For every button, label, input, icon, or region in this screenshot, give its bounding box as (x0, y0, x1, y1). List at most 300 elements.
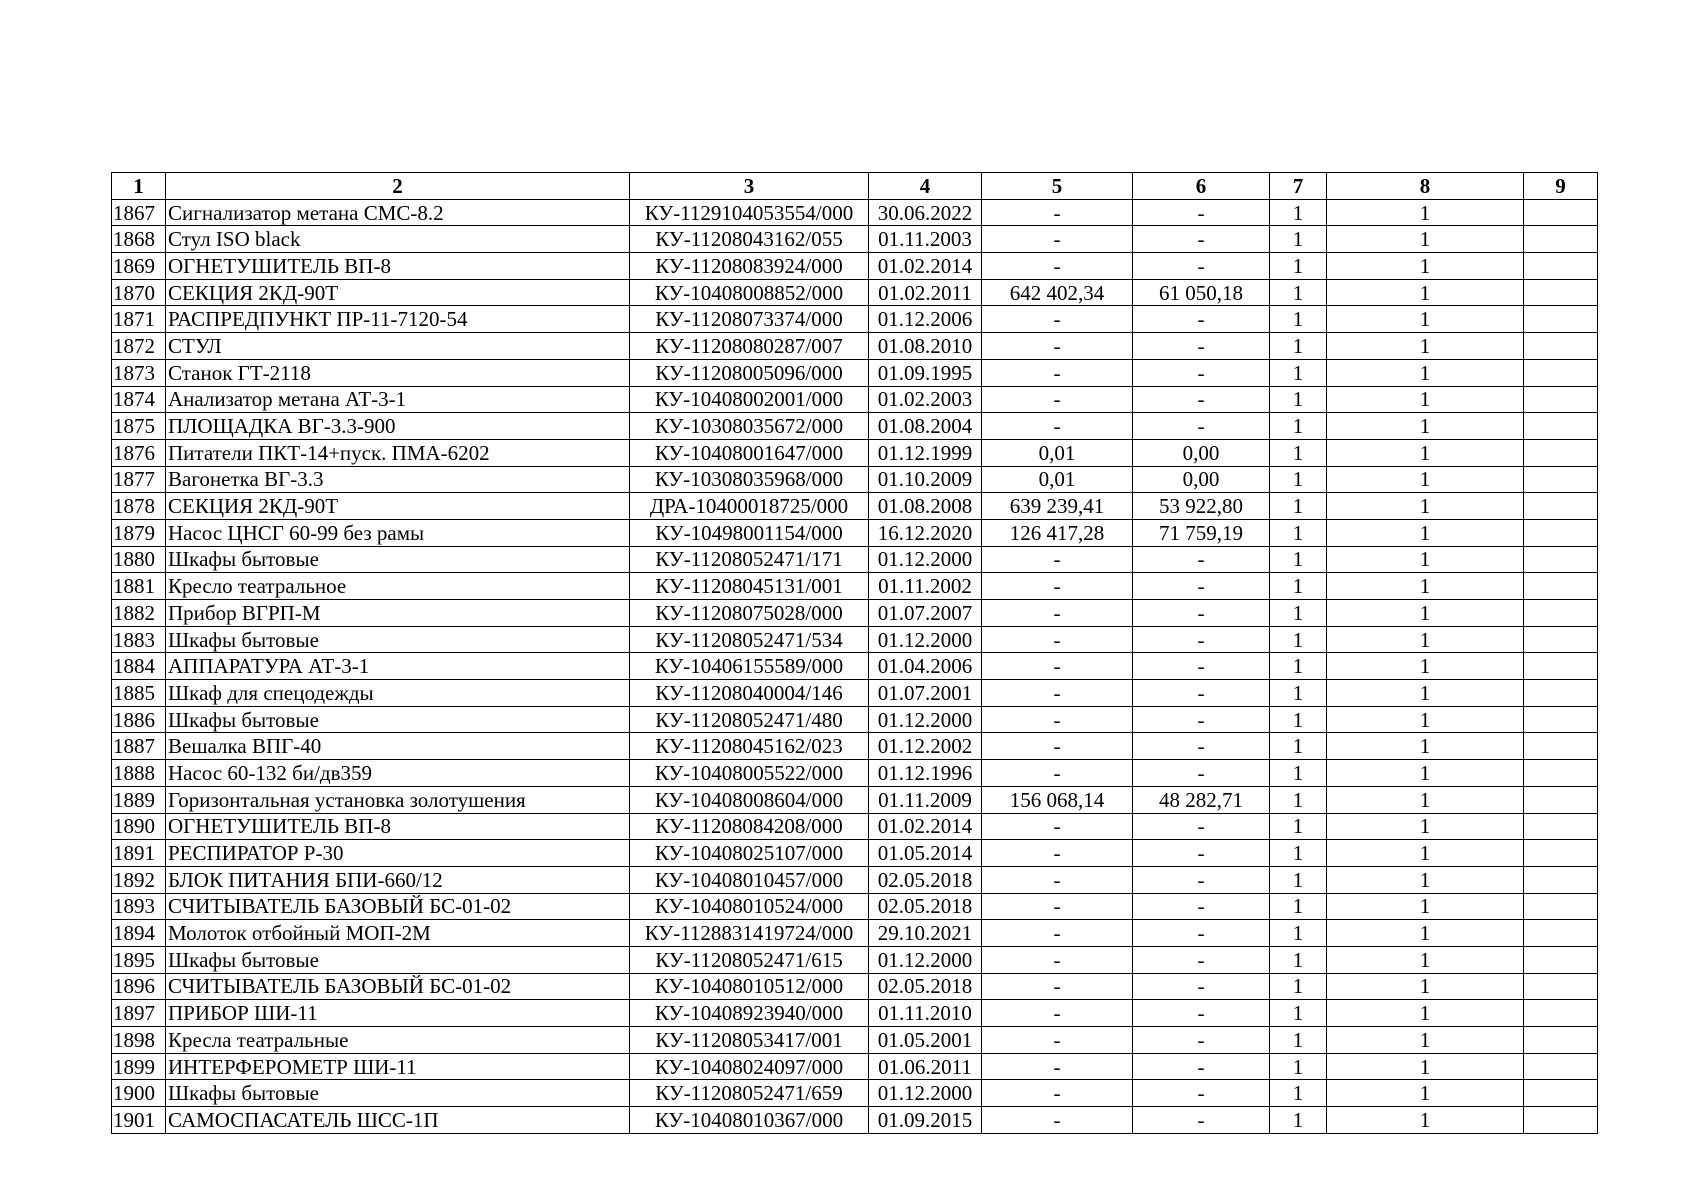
cell-row-number: 1878 (112, 493, 166, 520)
cell-value-7: 1 (1270, 1027, 1327, 1054)
cell-date: 01.10.2009 (869, 466, 982, 493)
cell-inventory-code: КУ-10408010524/000 (630, 893, 869, 920)
cell-value-8: 1 (1327, 893, 1524, 920)
cell-value-5: - (982, 306, 1133, 333)
table-body (112, 199, 1598, 1133)
cell-value-6: 61 050,18 (1133, 279, 1270, 306)
cell-row-number: 1895 (112, 946, 166, 973)
cell-date: 01.11.2002 (869, 573, 982, 600)
cell-value-5: - (982, 866, 1133, 893)
cell-date: 01.12.2000 (869, 946, 982, 973)
table-row (112, 466, 1598, 493)
cell-value-5: - (982, 893, 1133, 920)
cell-row-number: 1871 (112, 306, 166, 333)
cell-inventory-code: КУ-10408002001/000 (630, 386, 869, 413)
cell-value-9 (1524, 199, 1598, 226)
cell-item-name: Молоток отбойный МОП-2М (166, 920, 630, 947)
cell-item-name: Насос 60-132 би/дв359 (166, 760, 630, 787)
cell-value-6: - (1133, 359, 1270, 386)
cell-inventory-code: КУ-10408024097/000 (630, 1053, 869, 1080)
cell-value-9 (1524, 706, 1598, 733)
cell-value-9 (1524, 493, 1598, 520)
cell-value-9 (1524, 973, 1598, 1000)
cell-item-name: Вешалка ВПГ-40 (166, 733, 630, 760)
cell-value-9 (1524, 306, 1598, 333)
cell-value-8: 1 (1327, 333, 1524, 360)
cell-inventory-code: ДРА-10400018725/000 (630, 493, 869, 520)
cell-date: 01.09.2015 (869, 1107, 982, 1134)
cell-value-9 (1524, 1000, 1598, 1027)
cell-value-8: 1 (1327, 439, 1524, 466)
cell-value-9 (1524, 866, 1598, 893)
cell-inventory-code: КУ-10408008852/000 (630, 279, 869, 306)
table-row (112, 760, 1598, 787)
cell-value-8: 1 (1327, 946, 1524, 973)
cell-value-7: 1 (1270, 546, 1327, 573)
cell-item-name: Шкаф для спецодежды (166, 680, 630, 707)
cell-value-7: 1 (1270, 973, 1327, 1000)
cell-item-name: ОГНЕТУШИТЕЛЬ ВП-8 (166, 253, 630, 280)
table-row (112, 946, 1598, 973)
cell-date: 01.08.2008 (869, 493, 982, 520)
cell-row-number: 1888 (112, 760, 166, 787)
cell-row-number: 1897 (112, 1000, 166, 1027)
cell-value-6: - (1133, 413, 1270, 440)
cell-row-number: 1870 (112, 279, 166, 306)
cell-value-7: 1 (1270, 413, 1327, 440)
column-header-3: 3 (630, 173, 869, 200)
cell-row-number: 1894 (112, 920, 166, 947)
cell-value-9 (1524, 573, 1598, 600)
cell-date: 02.05.2018 (869, 866, 982, 893)
cell-inventory-code: КУ-10408008604/000 (630, 786, 869, 813)
cell-date: 01.12.2000 (869, 546, 982, 573)
cell-value-5: - (982, 626, 1133, 653)
cell-date: 02.05.2018 (869, 893, 982, 920)
header-row (112, 173, 1598, 200)
table-row (112, 653, 1598, 680)
cell-date: 01.12.2000 (869, 626, 982, 653)
cell-value-7: 1 (1270, 359, 1327, 386)
cell-value-5: - (982, 413, 1133, 440)
cell-value-6: - (1133, 226, 1270, 253)
cell-value-9 (1524, 413, 1598, 440)
cell-item-name: АППАРАТУРА АТ-3-1 (166, 653, 630, 680)
cell-item-name: САМОСПАСАТЕЛЬ ШСС-1П (166, 1107, 630, 1134)
cell-value-7: 1 (1270, 253, 1327, 280)
cell-date: 01.04.2006 (869, 653, 982, 680)
column-header-1: 1 (112, 173, 166, 200)
cell-value-9 (1524, 946, 1598, 973)
cell-value-7: 1 (1270, 920, 1327, 947)
cell-value-7: 1 (1270, 680, 1327, 707)
cell-inventory-code: КУ-11208075028/000 (630, 600, 869, 627)
cell-value-5: 0,01 (982, 439, 1133, 466)
cell-inventory-code: КУ-11208073374/000 (630, 306, 869, 333)
cell-value-9 (1524, 680, 1598, 707)
cell-inventory-code: КУ-10408005522/000 (630, 760, 869, 787)
cell-date: 01.12.1996 (869, 760, 982, 787)
cell-value-5: - (982, 973, 1133, 1000)
cell-value-8: 1 (1327, 573, 1524, 600)
cell-date: 01.12.2000 (869, 706, 982, 733)
cell-value-9 (1524, 786, 1598, 813)
cell-value-6: - (1133, 1000, 1270, 1027)
cell-value-5: - (982, 1053, 1133, 1080)
cell-inventory-code: КУ-10408923940/000 (630, 1000, 869, 1027)
cell-value-7: 1 (1270, 893, 1327, 920)
cell-value-5: - (982, 359, 1133, 386)
cell-item-name: ОГНЕТУШИТЕЛЬ ВП-8 (166, 813, 630, 840)
cell-value-9 (1524, 1080, 1598, 1107)
cell-row-number: 1874 (112, 386, 166, 413)
cell-value-7: 1 (1270, 573, 1327, 600)
cell-inventory-code: КУ-11208005096/000 (630, 359, 869, 386)
table-row (112, 920, 1598, 947)
cell-inventory-code: КУ-11208052471/659 (630, 1080, 869, 1107)
table-row (112, 1053, 1598, 1080)
cell-item-name: Шкафы бытовые (166, 546, 630, 573)
cell-value-8: 1 (1327, 1080, 1524, 1107)
cell-value-7: 1 (1270, 279, 1327, 306)
cell-value-6: - (1133, 386, 1270, 413)
cell-date: 16.12.2020 (869, 519, 982, 546)
cell-value-5: 642 402,34 (982, 279, 1133, 306)
cell-value-6: 48 282,71 (1133, 786, 1270, 813)
cell-value-7: 1 (1270, 600, 1327, 627)
cell-value-8: 1 (1327, 840, 1524, 867)
cell-item-name: ИНТЕРФЕРОМЕТР ШИ-11 (166, 1053, 630, 1080)
cell-value-6: - (1133, 199, 1270, 226)
cell-value-8: 1 (1327, 359, 1524, 386)
cell-inventory-code: КУ-10408025107/000 (630, 840, 869, 867)
cell-value-7: 1 (1270, 519, 1327, 546)
cell-date: 01.06.2011 (869, 1053, 982, 1080)
cell-date: 01.02.2014 (869, 253, 982, 280)
cell-value-9 (1524, 733, 1598, 760)
cell-row-number: 1892 (112, 866, 166, 893)
cell-value-6: - (1133, 760, 1270, 787)
cell-inventory-code: КУ-11208052471/615 (630, 946, 869, 973)
cell-date: 29.10.2021 (869, 920, 982, 947)
cell-value-5: - (982, 840, 1133, 867)
table-row (112, 306, 1598, 333)
cell-item-name: РЕСПИРАТОР Р-30 (166, 840, 630, 867)
cell-value-9 (1524, 600, 1598, 627)
cell-value-7: 1 (1270, 306, 1327, 333)
cell-inventory-code: КУ-11208053417/001 (630, 1027, 869, 1054)
table-row (112, 1027, 1598, 1054)
cell-value-5: 0,01 (982, 466, 1133, 493)
cell-value-6: - (1133, 546, 1270, 573)
cell-row-number: 1887 (112, 733, 166, 760)
cell-value-6: - (1133, 893, 1270, 920)
cell-value-6: - (1133, 973, 1270, 1000)
cell-row-number: 1872 (112, 333, 166, 360)
cell-item-name: Питатели ПКТ-14+пуск. ПМА-6202 (166, 439, 630, 466)
cell-item-name: Шкафы бытовые (166, 706, 630, 733)
table-row (112, 386, 1598, 413)
cell-value-7: 1 (1270, 840, 1327, 867)
cell-value-5: 126 417,28 (982, 519, 1133, 546)
cell-value-8: 1 (1327, 760, 1524, 787)
cell-value-8: 1 (1327, 706, 1524, 733)
cell-inventory-code: КУ-11208080287/007 (630, 333, 869, 360)
cell-value-8: 1 (1327, 1027, 1524, 1054)
cell-value-5: - (982, 760, 1133, 787)
cell-value-8: 1 (1327, 546, 1524, 573)
inventory-table (111, 172, 1598, 1134)
table-row (112, 626, 1598, 653)
column-header-9: 9 (1524, 173, 1598, 200)
cell-value-6: - (1133, 1027, 1270, 1054)
cell-value-9 (1524, 359, 1598, 386)
cell-value-5: - (982, 706, 1133, 733)
cell-value-8: 1 (1327, 279, 1524, 306)
cell-value-6: - (1133, 1053, 1270, 1080)
cell-value-5: - (982, 226, 1133, 253)
cell-item-name: Шкафы бытовые (166, 946, 630, 973)
cell-item-name: СЕКЦИЯ 2КД-90Т (166, 279, 630, 306)
cell-value-7: 1 (1270, 706, 1327, 733)
table-row (112, 199, 1598, 226)
table-row (112, 253, 1598, 280)
cell-value-9 (1524, 840, 1598, 867)
cell-inventory-code: КУ-11208045162/023 (630, 733, 869, 760)
cell-value-6: - (1133, 253, 1270, 280)
cell-value-7: 1 (1270, 946, 1327, 973)
cell-value-6: - (1133, 946, 1270, 973)
cell-inventory-code: КУ-10408010367/000 (630, 1107, 869, 1134)
cell-row-number: 1876 (112, 439, 166, 466)
cell-value-5: - (982, 653, 1133, 680)
table-header (112, 173, 1598, 200)
cell-value-9 (1524, 253, 1598, 280)
cell-value-8: 1 (1327, 1053, 1524, 1080)
cell-value-9 (1524, 626, 1598, 653)
column-header-2: 2 (166, 173, 630, 200)
cell-item-name: Шкафы бытовые (166, 626, 630, 653)
cell-inventory-code: КУ-10308035672/000 (630, 413, 869, 440)
cell-value-8: 1 (1327, 866, 1524, 893)
cell-value-9 (1524, 920, 1598, 947)
cell-value-5: 639 239,41 (982, 493, 1133, 520)
cell-value-5: - (982, 813, 1133, 840)
table-row (112, 359, 1598, 386)
table-row (112, 893, 1598, 920)
cell-row-number: 1867 (112, 199, 166, 226)
cell-row-number: 1890 (112, 813, 166, 840)
cell-value-6: 0,00 (1133, 466, 1270, 493)
cell-value-7: 1 (1270, 813, 1327, 840)
cell-row-number: 1883 (112, 626, 166, 653)
cell-item-name: СТУЛ (166, 333, 630, 360)
cell-item-name: Кресла театральные (166, 1027, 630, 1054)
cell-value-5: - (982, 199, 1133, 226)
cell-value-8: 1 (1327, 226, 1524, 253)
cell-value-7: 1 (1270, 226, 1327, 253)
cell-date: 01.12.2002 (869, 733, 982, 760)
cell-value-7: 1 (1270, 866, 1327, 893)
cell-row-number: 1869 (112, 253, 166, 280)
cell-value-5: - (982, 600, 1133, 627)
column-header-7: 7 (1270, 173, 1327, 200)
cell-row-number: 1899 (112, 1053, 166, 1080)
cell-value-7: 1 (1270, 493, 1327, 520)
cell-value-9 (1524, 653, 1598, 680)
cell-value-6: 71 759,19 (1133, 519, 1270, 546)
cell-value-6: - (1133, 920, 1270, 947)
cell-value-8: 1 (1327, 199, 1524, 226)
cell-value-7: 1 (1270, 760, 1327, 787)
cell-value-7: 1 (1270, 333, 1327, 360)
cell-value-7: 1 (1270, 1000, 1327, 1027)
cell-row-number: 1893 (112, 893, 166, 920)
cell-inventory-code: КУ-11208052471/480 (630, 706, 869, 733)
cell-value-5: - (982, 386, 1133, 413)
cell-value-8: 1 (1327, 920, 1524, 947)
cell-value-7: 1 (1270, 466, 1327, 493)
table-row (112, 813, 1598, 840)
cell-inventory-code: КУ-10406155589/000 (630, 653, 869, 680)
cell-value-7: 1 (1270, 733, 1327, 760)
cell-value-8: 1 (1327, 386, 1524, 413)
cell-value-9 (1524, 1027, 1598, 1054)
cell-date: 01.02.2014 (869, 813, 982, 840)
cell-inventory-code: КУ-10408010512/000 (630, 973, 869, 1000)
table-row (112, 519, 1598, 546)
cell-value-6: - (1133, 680, 1270, 707)
cell-value-5: - (982, 573, 1133, 600)
cell-inventory-code: КУ-10408001647/000 (630, 439, 869, 466)
cell-value-8: 1 (1327, 733, 1524, 760)
cell-date: 01.08.2010 (869, 333, 982, 360)
cell-inventory-code: КУ-10408010457/000 (630, 866, 869, 893)
cell-item-name: ПЛОЩАДКА ВГ-3.3-900 (166, 413, 630, 440)
cell-value-8: 1 (1327, 1000, 1524, 1027)
cell-value-7: 1 (1270, 1080, 1327, 1107)
cell-item-name: СЕКЦИЯ 2КД-90Т (166, 493, 630, 520)
cell-value-5: - (982, 680, 1133, 707)
cell-inventory-code: КУ-10498001154/000 (630, 519, 869, 546)
cell-inventory-code: КУ-11208045131/001 (630, 573, 869, 600)
cell-row-number: 1868 (112, 226, 166, 253)
cell-value-8: 1 (1327, 680, 1524, 707)
cell-value-6: - (1133, 1080, 1270, 1107)
cell-row-number: 1875 (112, 413, 166, 440)
cell-item-name: Кресло театральное (166, 573, 630, 600)
cell-value-7: 1 (1270, 386, 1327, 413)
cell-value-6: - (1133, 706, 1270, 733)
cell-value-7: 1 (1270, 199, 1327, 226)
cell-value-7: 1 (1270, 653, 1327, 680)
cell-value-8: 1 (1327, 626, 1524, 653)
table-row (112, 333, 1598, 360)
cell-value-8: 1 (1327, 973, 1524, 1000)
table-row (112, 600, 1598, 627)
cell-item-name: Анализатор метана АТ-3-1 (166, 386, 630, 413)
cell-row-number: 1884 (112, 653, 166, 680)
cell-value-7: 1 (1270, 1053, 1327, 1080)
table-row (112, 786, 1598, 813)
cell-inventory-code: КУ-11208052471/171 (630, 546, 869, 573)
cell-row-number: 1877 (112, 466, 166, 493)
cell-value-6: - (1133, 573, 1270, 600)
cell-value-9 (1524, 226, 1598, 253)
cell-value-6: - (1133, 653, 1270, 680)
cell-value-9 (1524, 760, 1598, 787)
cell-value-8: 1 (1327, 1107, 1524, 1134)
cell-date: 01.12.2006 (869, 306, 982, 333)
cell-value-5: - (982, 1107, 1133, 1134)
column-header-8: 8 (1327, 173, 1524, 200)
column-header-4: 4 (869, 173, 982, 200)
cell-date: 01.12.2000 (869, 1080, 982, 1107)
cell-item-name: Насос ЦНСГ 60-99 без рамы (166, 519, 630, 546)
cell-value-8: 1 (1327, 466, 1524, 493)
cell-inventory-code: КУ-11208043162/055 (630, 226, 869, 253)
cell-date: 01.11.2003 (869, 226, 982, 253)
cell-date: 01.09.1995 (869, 359, 982, 386)
cell-date: 01.11.2009 (869, 786, 982, 813)
cell-value-5: - (982, 1000, 1133, 1027)
cell-value-5: 156 068,14 (982, 786, 1133, 813)
cell-value-6: - (1133, 840, 1270, 867)
table-row (112, 546, 1598, 573)
column-header-5: 5 (982, 173, 1133, 200)
table-row (112, 706, 1598, 733)
cell-row-number: 1891 (112, 840, 166, 867)
cell-value-7: 1 (1270, 439, 1327, 466)
cell-item-name: ПРИБОР ШИ-11 (166, 1000, 630, 1027)
cell-date: 01.02.2011 (869, 279, 982, 306)
cell-row-number: 1898 (112, 1027, 166, 1054)
cell-date: 01.07.2007 (869, 600, 982, 627)
table-row (112, 493, 1598, 520)
cell-value-8: 1 (1327, 413, 1524, 440)
cell-date: 01.12.1999 (869, 439, 982, 466)
cell-item-name: Горизонтальная установка золотушения (166, 786, 630, 813)
cell-value-6: - (1133, 600, 1270, 627)
table-row (112, 1080, 1598, 1107)
cell-inventory-code: КУ-10308035968/000 (630, 466, 869, 493)
cell-date: 01.08.2004 (869, 413, 982, 440)
cell-value-8: 1 (1327, 813, 1524, 840)
cell-date: 01.05.2014 (869, 840, 982, 867)
cell-value-8: 1 (1327, 600, 1524, 627)
cell-value-8: 1 (1327, 519, 1524, 546)
table-row (112, 840, 1598, 867)
cell-item-name: Прибор ВГРП-М (166, 600, 630, 627)
cell-date: 30.06.2022 (869, 199, 982, 226)
cell-item-name: РАСПРЕДПУНКТ ПР-11-7120-54 (166, 306, 630, 333)
cell-value-8: 1 (1327, 493, 1524, 520)
cell-value-6: - (1133, 813, 1270, 840)
cell-inventory-code: КУ-1128831419724/000 (630, 920, 869, 947)
cell-row-number: 1889 (112, 786, 166, 813)
table-row (112, 279, 1598, 306)
cell-value-6: 0,00 (1133, 439, 1270, 466)
cell-date: 01.02.2003 (869, 386, 982, 413)
table-row (112, 973, 1598, 1000)
cell-date: 01.07.2001 (869, 680, 982, 707)
cell-value-9 (1524, 1053, 1598, 1080)
cell-value-7: 1 (1270, 626, 1327, 653)
cell-row-number: 1900 (112, 1080, 166, 1107)
cell-row-number: 1885 (112, 680, 166, 707)
cell-date: 02.05.2018 (869, 973, 982, 1000)
table-row (112, 573, 1598, 600)
